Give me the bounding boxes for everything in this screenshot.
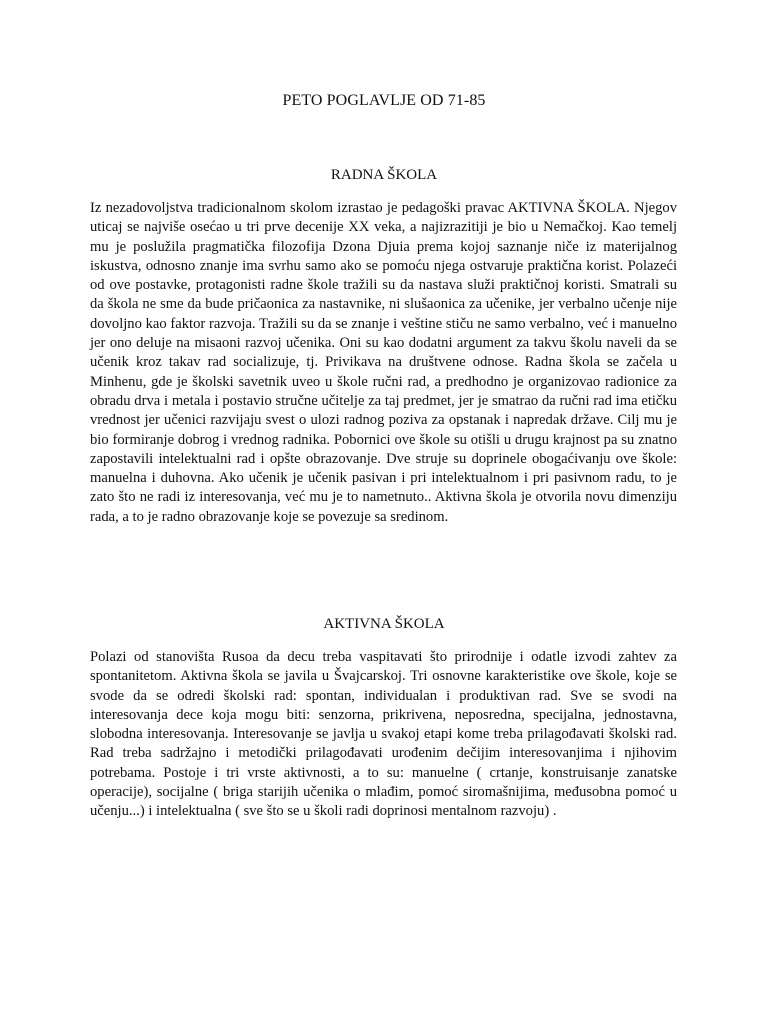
section-paragraph-radna-skola: Iz nezadovoljstva tradicionalnom skolom izrastao je pedagoški pravac AKTIVNA ŠKOLA. Njegov uticaj se najviše osećao u tri prve decenije XX veka, a najizrazitiji je bio u Nemačkoj. Kao temelj mu je poslužila pragmatička filozofija Dzona Djuia prema kojoj saznanje niče iz materijalnog iskustva, odnosno znanje ima svrhu samo ako se pomoću njega ostvaruje praktična korist. Polazeći od ove postavke, protagonisti radne škole tražili su da nastava služi praktičnoj koristi. Smatrali su da škola ne sme da bude pričaonica za nastavnike, ni slušaonica za učenike, jer verbalno učenje nije dovoljno kao faktor razvoja. Tražili su da se znanje i veštine stiču ne samo verbalno, već i manuelno jer ono deluje na misaoni razvoj učenika. Oni su kao dodatni argument za takvu školu naveli da se učenik kroz takav rad socializuje, tj. Privikava na društvene odnose. Radna škola se začela u Minhenu, gde je školski savetnik uveo u škole ručni rad, a predhodno je organizovao radionice za obradu drva i metala i postavio stručne učitelje za taj predmet, jer je smatrao da ručni rad ima etičku vrednost jer učenici razvijaju svest o ulozi radnog poziva za opstanak i napredak države. Cilj mu je bio formiranje dobrog i vrednog radnika. Pobornici ove škole su otišli u drugu krajnost pa su znatno zapostavili intelektualni rad i opšte obrazovanje. Dve struje su doprinele obogaćivanju ove škole: manuelna i duhovna. Ako učenik je učenik pasivan i pri intelektualnom i pri pasivnom radu, to je zato što ne radi iz interesovanja, već mu je to nametnuto.. Aktivna škola je otvorila novu dimenziju rada, a to je radno obrazovanje koje se povezuje sa sredinom. xyxy=(90,200,677,525)
section-heading-radna-skola: RADNA ŠKOLA xyxy=(330,167,438,183)
section-heading-aktivna-skola: AKTIVNA ŠKOLA xyxy=(323,616,445,632)
section-paragraph-aktivna-skola: Polazi od stanovišta Rusoa da decu treba vaspitavati što prirodnije i odatle izvodi zahtev za spontanitetom. Aktivna škola se javila u Švajcarskoj. Tri osnovne karakteristike ove škole, koje se svode da se odredi školski rad: spontan, individualan i produktivan rad. Sve se svodi na interesovanja dece koja mogu biti: senzorna, prikrivena, neposredna, specijalna, jednostavna, slobodna interesovanja. Interesovanje se javlja u svakoj etapi kome treba prilagođavati školski rad. Rad treba sadržajno i metodički prilagođavati urođenim dečijim interesovanjima i njihovim potrebama. Postoje i tri vrste aktivnosti, a to su: manuelne ( crtanje, konstruisanje zanatske operacije), socijalne ( briga starijih učenika o mlađim, pomoć siromašnijima, međusobna pomoć u učenju...) i intelektualna ( sve što se u školi radi doprinosi mentalnom razvoju) . xyxy=(90,649,677,820)
document-title: PETO POGLAVLJE OD 71-85 xyxy=(282,92,486,109)
